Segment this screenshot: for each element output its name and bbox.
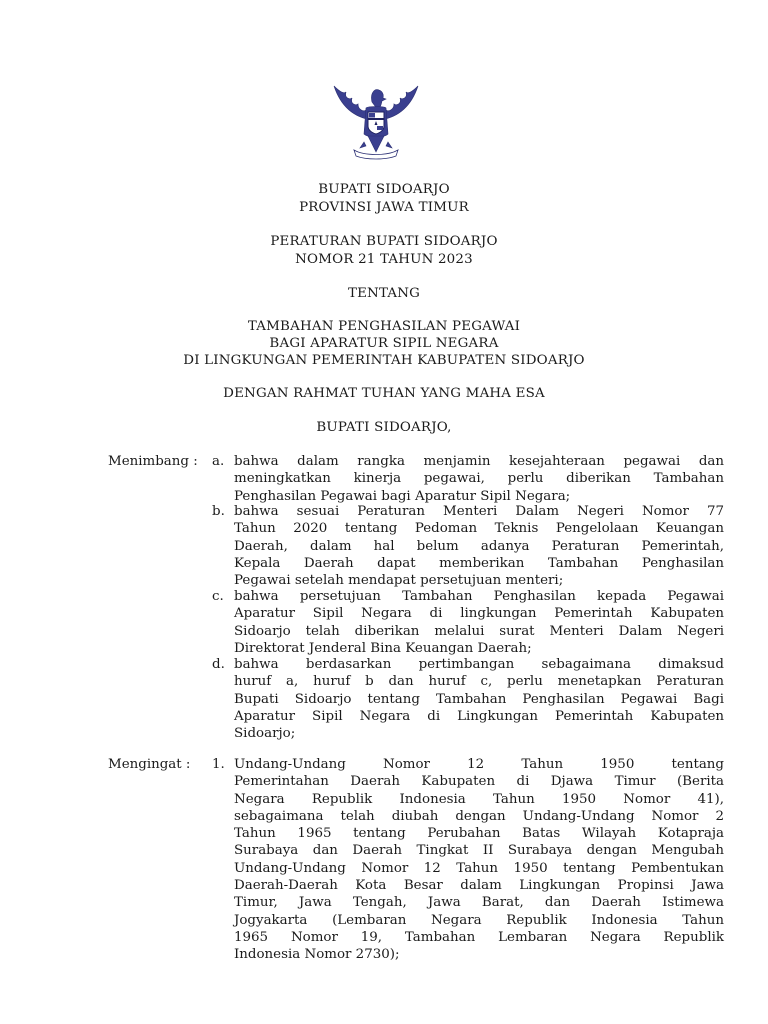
item-line: Daerah-Daerah Kota Besar dalam Lingkungan Propinsi Jawa	[234, 878, 724, 894]
item-line: bahwa dalam rangka menjamin kesejahteraan pegawai dan	[234, 454, 724, 469]
item-marker: c.	[212, 589, 224, 604]
item-line: Indonesia Nomor 2730);	[234, 947, 400, 963]
item-line: 1965 Nomor 19, Tambahan Lembaran Negara Republik	[234, 929, 724, 945]
item-line: Kepala Daerah dapat memberikan Tambahan Penghasilan	[234, 555, 724, 571]
regulation-title: PERATURAN BUPATI SIDOARJO	[270, 234, 498, 249]
item-line: Timur, Jawa Tengah, Jawa Barat, dan Daerah Istimewa	[234, 895, 724, 911]
item-line: Pemerintahan Daerah Kabupaten di Djawa Timur (Berita	[234, 774, 724, 790]
item-line: Pegawai setelah mendapat persetujuan menteri;	[234, 573, 564, 589]
item-line: Penghasilan Pegawai bagi Aparatur Sipil Negara;	[234, 488, 571, 504]
item-line: Surabaya dan Daerah Tingkat II Surabaya dengan Mengubah	[234, 843, 724, 859]
subject-line-3: DI LINGKUNGAN PEMERINTAH KABUPATEN SIDOARJO	[183, 353, 585, 368]
item-line: Sidoarjo telah diberikan melalui surat Menteri Dalam Negeri	[234, 623, 724, 639]
item-line: bahwa persetujuan Tambahan Penghasilan kepada Pegawai	[234, 589, 724, 604]
item-marker: d.	[212, 657, 225, 672]
menimbang-label: Menimbang :	[108, 454, 198, 469]
item-marker: a.	[212, 454, 225, 469]
item-line: Tahun 1965 tentang Perubahan Batas Wilayah Kotapraja	[234, 826, 724, 842]
item-line: Bupati Sidoarjo tentang Tambahan Penghasilan Pegawai Bagi	[234, 691, 724, 707]
issuer-name: BUPATI SIDOARJO	[318, 182, 450, 197]
province-name: PROVINSI JAWA TIMUR	[299, 200, 469, 215]
item-line: Daerah, dalam hal belum adanya Peraturan Pemerintah,	[234, 538, 724, 554]
item-line: Jogyakarta (Lembaran Negara Republik Indonesia Tahun	[234, 912, 724, 928]
regulation-number: NOMOR 21 TAHUN 2023	[295, 252, 473, 267]
item-line: Negara Republik Indonesia Tahun 1950 Nomor 41),	[234, 791, 724, 807]
subject-line-1: TAMBAHAN PENGHASILAN PEGAWAI	[247, 319, 521, 334]
authority-line: BUPATI SIDOARJO,	[316, 420, 452, 435]
about-label: TENTANG	[347, 286, 421, 301]
item-line: bahwa berdasarkan pertimbangan sebagaimana dimaksud	[234, 657, 724, 672]
item-line: Undang-Undang Nomor 12 Tahun 1950 tentang Pembentukan	[234, 860, 724, 876]
item-line: Undang-Undang Nomor 12 Tahun 1950 tentang	[234, 757, 724, 772]
item-line: huruf a, huruf b dan huruf c, perlu menetapkan Peraturan	[234, 674, 724, 690]
item-line: sebagaimana telah diubah dengan Undang-Undang Nomor 2	[234, 808, 724, 824]
item-line: Tahun 2020 tentang Pedoman Teknis Pengelolaan Keuangan	[234, 521, 724, 537]
item-line: Direktorat Jenderal Bina Keuangan Daerah;	[234, 640, 532, 656]
blessing-line: DENGAN RAHMAT TUHAN YANG MAHA ESA	[223, 386, 545, 401]
item-line: Aparatur Sipil Negara di Lingkungan Pemerintah Kabupaten	[234, 708, 724, 724]
subject-line-2: BAGI APARATUR SIPIL NEGARA	[269, 336, 499, 351]
item-line: meningkatkan kinerja pegawai, perlu diberikan Tambahan	[234, 471, 724, 487]
item-marker: 1.	[212, 757, 225, 772]
garuda-emblem-icon	[328, 76, 424, 164]
item-line: Sidoarjo;	[234, 726, 296, 742]
item-marker: b.	[212, 504, 225, 519]
mengingat-label: Mengingat :	[108, 757, 191, 772]
item-line: bahwa sesuai Peraturan Menteri Dalam Negeri Nomor 77	[234, 504, 724, 519]
item-line: Aparatur Sipil Negara di lingkungan Pemerintah Kabupaten	[234, 606, 724, 622]
